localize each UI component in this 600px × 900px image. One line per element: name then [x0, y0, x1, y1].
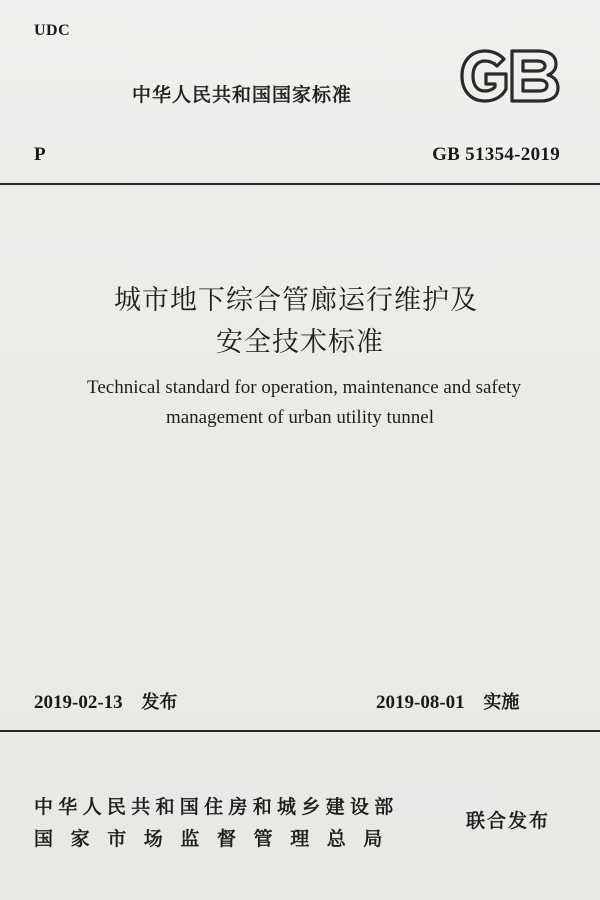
issuer-line2: 国家市场监督管理总局: [34, 828, 401, 850]
title-en-line1: Technical standard for operation, maintenance and safety: [87, 377, 521, 398]
issuer-line1: 中华人民共和国住房和城乡建设部: [34, 796, 399, 818]
issue-label: 发布: [141, 692, 178, 713]
implement-date: 2019-08-01: [376, 692, 465, 713]
title-cn-line1: 城市地下综合管廊运行维护及: [114, 285, 478, 316]
title-cn-line2: 安全技术标准: [216, 327, 384, 358]
top-divider: [0, 183, 600, 185]
joint-issue-label: 联合发布: [466, 810, 551, 832]
title-en-line2: management of urban utility tunnel: [165, 407, 435, 428]
issue-date: 2019-02-13: [34, 692, 123, 713]
national-standard-label: 中华人民共和国国家标准: [132, 84, 353, 106]
udc-label: UDC: [34, 22, 71, 39]
category-code: P: [34, 144, 46, 165]
gb-logo-icon: [458, 47, 562, 105]
bottom-divider: [0, 730, 600, 732]
standard-number: GB 51354-2019: [432, 144, 560, 165]
implement-date-row: [376, 688, 519, 714]
issue-date-row: [34, 688, 177, 714]
implement-label: 实施: [483, 692, 520, 713]
